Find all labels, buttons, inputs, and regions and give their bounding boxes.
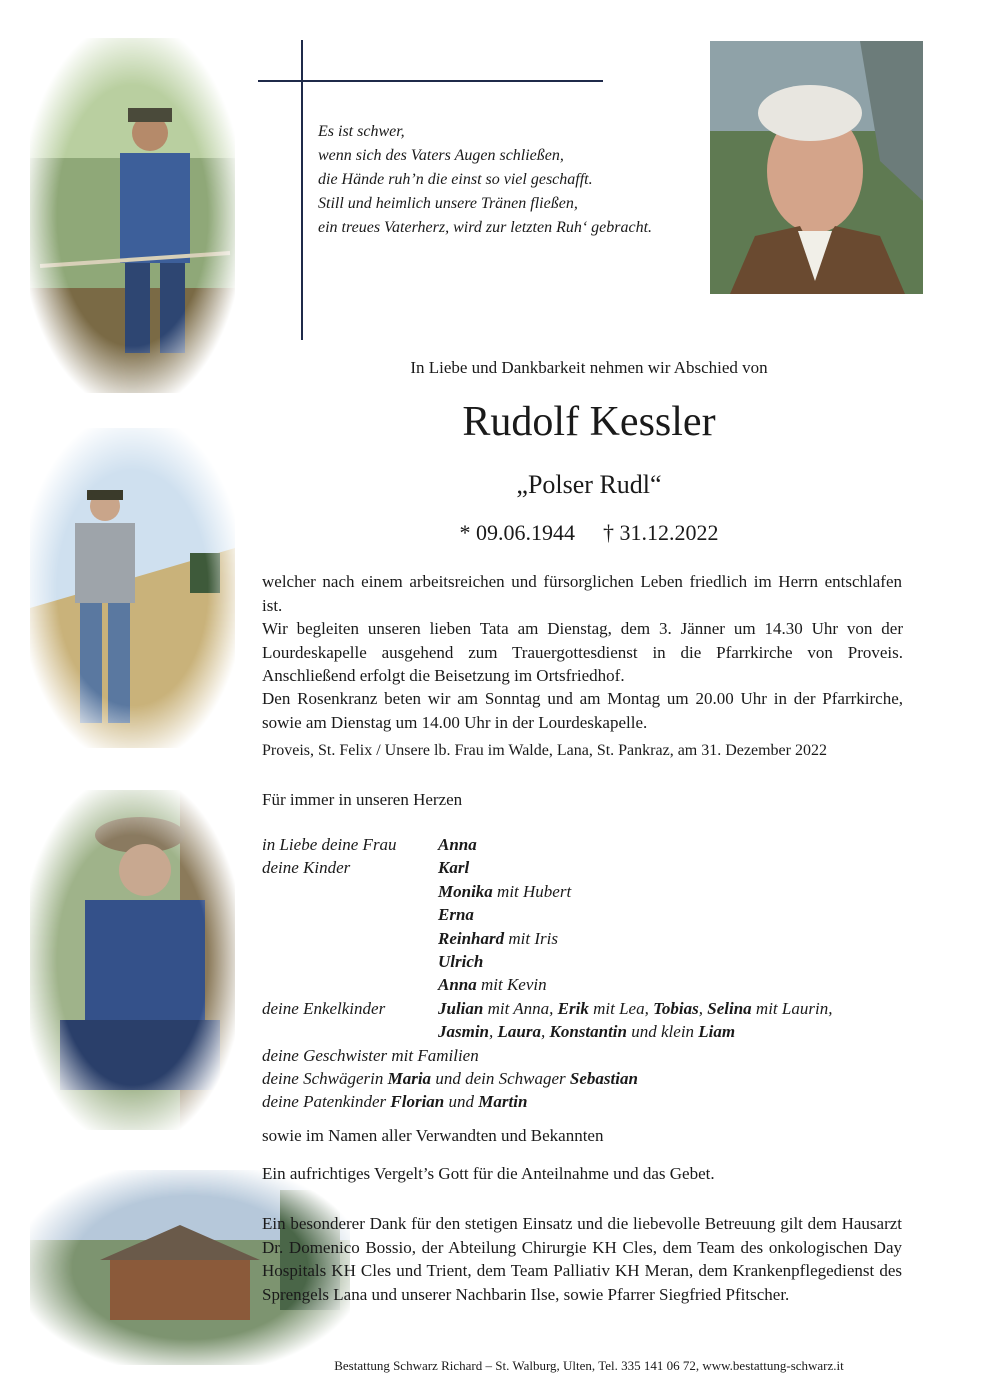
child-name: Anna xyxy=(438,975,477,995)
godchildren-text: deine Patenkinder xyxy=(262,1092,391,1112)
wife-name: Anna xyxy=(438,835,477,854)
family-row-child xyxy=(262,973,922,996)
godchildren-text: und xyxy=(444,1092,479,1112)
poem-line: ein treues Vaterherz, wird zur letzten Ruh‘ gebracht. xyxy=(318,219,653,236)
photo-man-sitting xyxy=(30,790,235,1130)
grandchild-text: , xyxy=(698,998,708,1018)
photo-man-walking-hill xyxy=(30,428,235,748)
life-dates xyxy=(262,520,916,546)
poem-line: Es ist schwer, xyxy=(318,123,405,140)
grandchild-text: und klein xyxy=(627,1022,699,1042)
poem xyxy=(318,120,718,240)
relatives-line: sowie im Namen aller Verwandten und Bekannten xyxy=(262,1126,604,1145)
vergelts-gott-line: Ein aufrichtiges Vergelt’s Gott für die Anteilnahme und das Gebet. xyxy=(262,1164,715,1183)
grandchild-text: mit Lea, xyxy=(588,998,654,1018)
deceased-name: Rudolf Kessler xyxy=(462,399,716,445)
grandchild-name: Erik xyxy=(557,998,589,1018)
cross-vertical-bar xyxy=(301,40,303,340)
godchild-name: Martin xyxy=(478,1092,528,1112)
grandchildren-label: deine Enkelkinder xyxy=(262,998,386,1018)
death-date: † 31.12.2022 xyxy=(603,520,719,545)
grandchild-name: Konstantin xyxy=(549,1022,627,1042)
child-name: Ulrich xyxy=(438,952,484,972)
inlaw-name: Sebastian xyxy=(569,1069,638,1089)
family-row-child xyxy=(262,927,922,950)
family-row-grandchildren-2 xyxy=(262,1020,922,1043)
grandchild-name: Laura xyxy=(497,1022,541,1042)
family-row-child xyxy=(262,903,922,926)
family-row-child xyxy=(262,880,922,903)
inlaws-text: und dein Schwager xyxy=(431,1069,570,1089)
child-name: Monika xyxy=(438,881,493,901)
children-label: deine Kinder xyxy=(262,858,351,878)
child-name: Karl xyxy=(438,858,470,878)
grandchild-text: , xyxy=(541,1022,550,1042)
family-row-godchildren xyxy=(262,1090,922,1113)
portrait-photo xyxy=(710,41,923,294)
grandchild-text: mit Laurin, xyxy=(751,998,833,1018)
child-partner: mit Kevin xyxy=(476,975,547,995)
family-list xyxy=(262,833,922,1114)
poem-line: die Hände ruh’n die einst so viel geschafft. xyxy=(318,171,593,188)
grandchild-name: Jasmin xyxy=(438,1022,490,1042)
forever-in-hearts: Für immer in unseren Herzen xyxy=(262,790,463,809)
family-row-child xyxy=(262,950,922,973)
child-partner: mit Iris xyxy=(504,928,558,948)
family-row-siblings xyxy=(262,1044,922,1067)
paragraph-rosary: Den Rosenkranz beten wir am Sonntag und am Montag um 20.00 Uhr in der Pfarrkirche, sowie am Dienstag um 14.00 Uhr in der Lourdeskapelle. xyxy=(262,689,903,732)
footer-undertaker: Bestattung Schwarz Richard – St. Walburg, Ulten, Tel. 335 141 06 72, www.bestattung-schwarz.it xyxy=(334,1358,844,1373)
intro-line: In Liebe und Dankbarkeit nehmen wir Abschied von xyxy=(410,358,768,377)
cross-horizontal-bar xyxy=(258,80,603,82)
family-row-grandchildren xyxy=(262,997,922,1020)
nickname: „Polser Rudl“ xyxy=(516,470,662,499)
siblings-line: deine Geschwister mit Familien xyxy=(262,1045,479,1065)
grandchild-text: mit Anna, xyxy=(483,998,558,1018)
inlaw-name: Maria xyxy=(387,1069,432,1089)
child-name: Erna xyxy=(438,905,474,925)
grandchild-name: Julian xyxy=(438,998,484,1018)
grandchild-name: Tobias xyxy=(653,998,699,1018)
photo-man-with-scythe xyxy=(30,38,235,393)
family-row-inlaws xyxy=(262,1067,922,1090)
poem-line: Still und heimlich unsere Tränen fließen, xyxy=(318,195,578,212)
grandchild-text: , xyxy=(489,1022,498,1042)
child-partner: mit Hubert xyxy=(492,881,572,901)
poem-line: wenn sich des Vaters Augen schließen, xyxy=(318,147,564,164)
birth-date: * 09.06.1944 xyxy=(459,520,575,545)
grandchild-name: Liam xyxy=(698,1022,736,1042)
paragraph-thanks: Ein besonderer Dank für den stetigen Einsatz und die liebevolle Betreuung gilt dem Hausarzt Dr. Domenico Bossio, der Abteilung Chirurgie KH Cles, dem Team des onkologischen Day Hospitals KH Cles und Trient, dem Team Palliativ KH Meran, dem Krankenpflegedienst des Sprengels Lana und unserer Nachbarin Ilse, sowie Pfarrer Siegfried Pfitscher. xyxy=(262,1214,902,1304)
family-row-children xyxy=(262,856,922,879)
child-name: Reinhard xyxy=(438,928,505,948)
family-row-wife xyxy=(262,833,922,856)
godchild-name: Florian xyxy=(390,1092,445,1112)
place-and-date: Proveis, St. Felix / Unsere lb. Frau im Walde, Lana, St. Pankraz, am 31. Dezember 2022 xyxy=(262,742,827,759)
inlaws-text: deine Schwägerin xyxy=(262,1069,388,1089)
grandchild-name: Selina xyxy=(707,998,752,1018)
paragraph-funeral: Wir begleiten unseren lieben Tata am Dienstag, dem 3. Jänner um 14.30 Uhr von der Lourdeskapelle ausgehend zum Trauergottesdienst in die Pfarrkirche von Proveis. Anschließend erfolgt die Beisetzung im Ortsfriedhof. xyxy=(262,619,903,685)
wife-label: in Liebe deine Frau xyxy=(262,835,397,854)
paragraph-passed-away: welcher nach einem arbeitsreichen und fürsorglichen Leben friedlich im Herrn entschlafen ist. xyxy=(262,572,902,615)
